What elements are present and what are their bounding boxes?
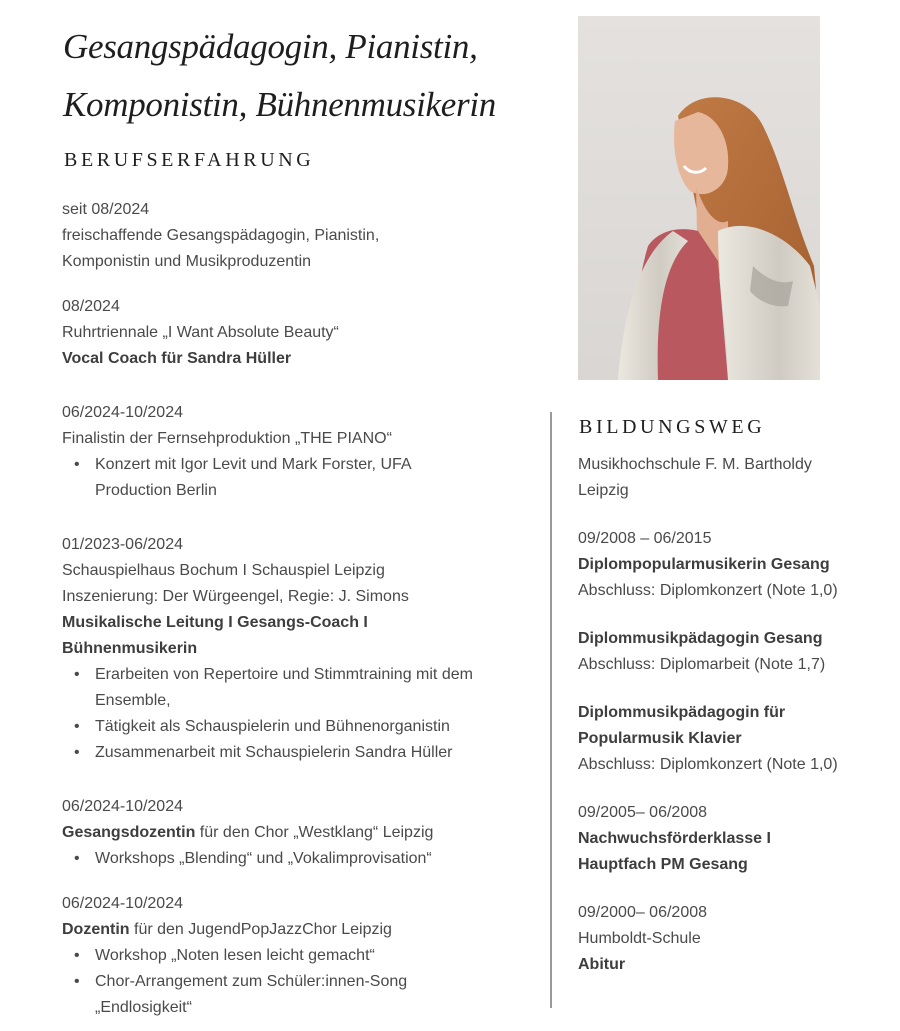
bullet-item: • Erarbeiten von Repertoire und Stimmtraining mit dem Ensemble, — [62, 662, 495, 714]
education-entry — [578, 626, 888, 678]
entry-date: 08/2024 — [62, 298, 120, 315]
entry-role: Musikalische Leitung I Gesangs-Coach I Bühnenmusikerin — [62, 614, 368, 657]
entry-degree: Popularmusik Klavier — [578, 730, 742, 747]
entry-result: Abschluss: Diplomkonzert (Note 1,0) — [578, 756, 838, 773]
column-divider — [550, 412, 552, 1008]
portrait-photo — [578, 16, 820, 380]
entry-degree: Abitur — [578, 956, 626, 973]
entry-date: seit 08/2024 — [62, 201, 150, 218]
experience-entry — [62, 294, 532, 372]
education-entry — [578, 900, 888, 978]
entry-role-detail: für den JugendPopJazzChor Leipzig — [129, 921, 392, 938]
entry-line: freischaffende Gesangspädagogin, Pianistin, — [62, 227, 380, 244]
bullet-item: • Workshops „Blending“ und „Vokalimprovisation“ — [62, 846, 532, 872]
entry-school: Humboldt-Schule — [578, 930, 701, 947]
school-city: Leipzig — [578, 482, 629, 499]
education-heading: BILDUNGSWEG — [579, 416, 766, 438]
entry-line: Finalistin der Fernsehproduktion „THE PIANO“ — [62, 430, 392, 447]
bullet-item: • Konzert mit Igor Levit und Mark Forster, UFA Production Berlin — [62, 452, 465, 504]
entry-date: 06/2024-10/2024 — [62, 895, 183, 912]
experience-entry — [62, 400, 532, 504]
bullet-item: • Zusammenarbeit mit Schauspielerin Sandra Hüller — [62, 740, 532, 766]
entry-bullets — [62, 662, 532, 766]
entry-date: 06/2024-10/2024 — [62, 798, 183, 815]
entry-degree: Nachwuchsförderklasse I — [578, 830, 771, 847]
entry-degree: Diplommusikpädagogin Gesang — [578, 630, 823, 647]
experience-entry — [62, 891, 532, 1021]
entry-degree: Diplompopularmusikerin Gesang — [578, 556, 830, 573]
education-entry — [578, 526, 888, 604]
entry-bullets — [62, 943, 532, 1021]
entry-date: 09/2008 – 06/2015 — [578, 530, 712, 547]
education-school — [578, 452, 888, 504]
entry-line: Schauspielhaus Bochum I Schauspiel Leipzig — [62, 562, 385, 579]
education-list — [578, 452, 888, 978]
title-line-1: Gesangspädagogin, Pianistin, — [63, 27, 478, 66]
experience-entry — [62, 794, 532, 872]
entry-degree: Hauptfach PM Gesang — [578, 856, 748, 873]
experience-heading: BERUFSERFAHRUNG — [64, 149, 315, 171]
entry-bullets — [62, 452, 532, 504]
entry-date: 01/2023-06/2024 — [62, 536, 183, 553]
entry-role: Vocal Coach für Sandra Hüller — [62, 350, 292, 367]
entry-role: Dozentin — [62, 921, 130, 938]
portrait-icon — [578, 16, 820, 380]
school-name: Musikhochschule F. M. Bartholdy — [578, 456, 812, 473]
page-title — [63, 18, 543, 134]
entry-bullets — [62, 846, 532, 872]
entry-date: 09/2005– 06/2008 — [578, 804, 708, 821]
entry-line: Inszenierung: Der Würgeengel, Regie: J. Simons — [62, 588, 409, 605]
bullet-item: • Workshop „Noten lesen leicht gemacht“ — [62, 943, 532, 969]
entry-line: Ruhrtriennale „I Want Absolute Beauty“ — [62, 324, 339, 341]
experience-entry — [62, 532, 532, 766]
bullet-item: • Chor-Arrangement zum Schüler:innen-Song „Endlosigkeit“ — [62, 969, 465, 1021]
education-entry — [578, 800, 888, 878]
entry-line — [62, 917, 532, 943]
entry-result: Abschluss: Diplomkonzert (Note 1,0) — [578, 582, 838, 599]
experience-entry — [62, 197, 532, 275]
entry-role-detail: für den Chor „Westklang“ Leipzig — [195, 824, 434, 841]
experience-list — [62, 197, 532, 1021]
entry-line: Komponistin und Musikproduzentin — [62, 253, 312, 270]
education-entry — [578, 700, 888, 778]
entry-date: 06/2024-10/2024 — [62, 404, 183, 421]
title-line-2: Komponistin, Bühnenmusikerin — [63, 85, 496, 124]
entry-date: 09/2000– 06/2008 — [578, 904, 708, 921]
entry-role: Gesangsdozentin — [62, 824, 196, 841]
bullet-item: • Tätigkeit als Schauspielerin und Bühnenorganistin — [62, 714, 532, 740]
entry-result: Abschluss: Diplomarbeit (Note 1,7) — [578, 656, 826, 673]
entry-degree: Diplommusikpädagogin für — [578, 704, 786, 721]
entry-line — [62, 820, 532, 846]
